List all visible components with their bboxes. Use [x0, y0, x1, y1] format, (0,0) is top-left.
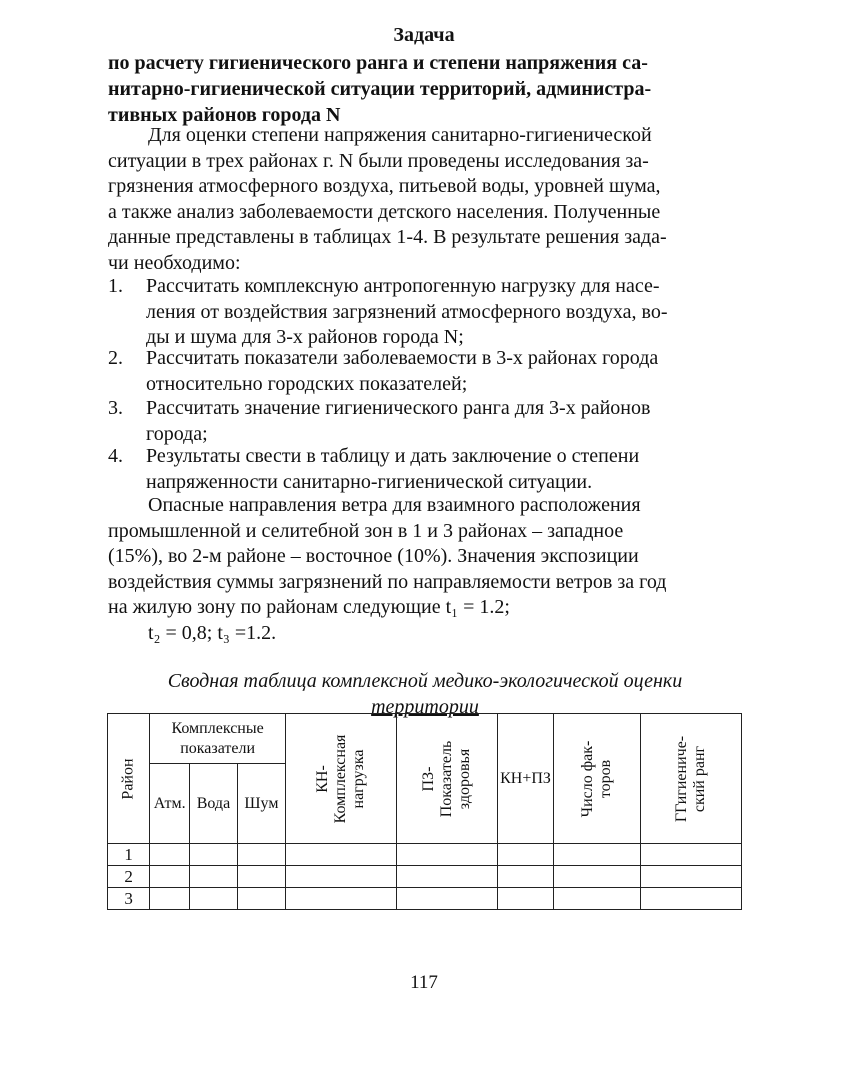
row-number: 1 [108, 844, 150, 866]
header-pz [397, 714, 498, 844]
table-cell [640, 866, 741, 888]
task-subtitle [108, 50, 748, 128]
table-cell [150, 888, 190, 910]
subtitle-line: по расчету гигиенического ранга и степени напряжения са- [108, 52, 648, 74]
header-rank [640, 714, 741, 844]
text-line: промышленной и селитебной зон в 1 и 3 районах – западное [108, 519, 624, 542]
task-title: Задача [393, 24, 455, 46]
text-line: напряженности санитарно-гигиенической ситуации. [146, 470, 593, 493]
text-line: Опасные направления ветра для взаимного расположения [148, 494, 641, 516]
text-line: чи необходимо: [108, 251, 241, 274]
table-cell [553, 844, 640, 866]
t-values-line: t₂ = 0,8; t₃ =1.2. [148, 621, 277, 644]
table-cell [237, 844, 285, 866]
header-text: ГГигиениче- ский ранг [672, 735, 708, 822]
table-cell [150, 866, 190, 888]
table-cell [190, 844, 238, 866]
table-cell [190, 888, 238, 910]
text-line: Рассчитать показатели заболеваемости в 3-х районах города [146, 347, 659, 369]
header-text: Комплексные показатели [171, 719, 264, 757]
list-number: 2. [108, 347, 123, 369]
text-line: а также анализ заболеваемости детского населения. Полученные [108, 200, 661, 223]
list-number: 3. [108, 397, 123, 419]
row-number: 3 [108, 888, 150, 910]
subtitle-line: тивных районов города N [108, 104, 341, 126]
table-row [108, 866, 742, 888]
header-text: КН- Комплексная нагрузка [314, 734, 368, 823]
text-line: данные представлены в таблицах 1-4. В результате решения зада- [108, 226, 667, 248]
text-line: (15%), во 2-м районе – восточное (10%). Значения экспозиции [108, 545, 639, 567]
page-number: 117 [410, 972, 438, 993]
caption-line: территории [371, 696, 479, 718]
table-cell [286, 844, 397, 866]
list-number: 1. [108, 275, 123, 297]
caption-line: Сводная таблица комплексной медико-экологической оценки [167, 670, 683, 692]
header-text: КН+ПЗ [500, 769, 551, 787]
header-voda: Вода [190, 764, 238, 844]
text-line: Для оценки степени напряжения санитарно-гигиенической [148, 124, 652, 146]
header-shum: Шум [237, 764, 285, 844]
header-text: Число фак- торов [578, 740, 614, 817]
table-cell [237, 866, 285, 888]
header-kn-pz [498, 714, 554, 844]
header-rayon [108, 714, 150, 844]
table-cell [498, 888, 554, 910]
text-line: Результаты свести в таблицу и дать заключение о степени [146, 445, 640, 467]
header-text: Район [119, 757, 137, 800]
text-line: города; [146, 422, 208, 445]
text-line: на жилую зону по районам следующие t₁ = 1.2; [108, 596, 510, 618]
table-cell [397, 866, 498, 888]
table-cell [553, 888, 640, 910]
header-complex-group [150, 714, 286, 764]
table-cell [397, 844, 498, 866]
list-number: 4. [108, 445, 123, 467]
text-line: Рассчитать значение гигиенического ранга для 3-х районов [146, 397, 651, 419]
header-text: ПЗ- Показатель здоровья [420, 740, 474, 817]
table-cell [640, 888, 741, 910]
text-line: ления от воздействия загрязнений атмосферного воздуха, во- [146, 300, 668, 323]
table-cell [498, 844, 554, 866]
table-cell [553, 866, 640, 888]
table-row [108, 844, 742, 866]
text-line: относительно городских показателей; [146, 372, 468, 395]
header-atm: Атм. [150, 764, 190, 844]
wind-paragraph [108, 493, 724, 646]
text-line: воздействия суммы загрязнений по направляемости ветров за год [108, 570, 667, 593]
intro-paragraph [108, 123, 724, 276]
table-cell [286, 866, 397, 888]
table-cell [237, 888, 285, 910]
table-cell [640, 844, 741, 866]
text-line: грязнения атмосферного воздуха, питьевой воды, уровней шума, [108, 175, 661, 197]
table-cell [397, 888, 498, 910]
text-line: ситуации в трех районах г. N были проведены исследования за- [108, 149, 649, 172]
row-number: 2 [108, 866, 150, 888]
table-cell [286, 888, 397, 910]
header-kn [286, 714, 397, 844]
text-line: Рассчитать комплексную антропогенную нагрузку для насе- [146, 275, 660, 297]
text-line: ды и шума для 3-х районов города N; [146, 326, 464, 348]
subtitle-line: нитарно-гигиенической ситуации территорий, администра- [108, 78, 652, 100]
summary-table [107, 713, 742, 910]
table-cell [150, 844, 190, 866]
header-factors [553, 714, 640, 844]
table-row [108, 888, 742, 910]
table-cell [498, 866, 554, 888]
table-cell [190, 866, 238, 888]
